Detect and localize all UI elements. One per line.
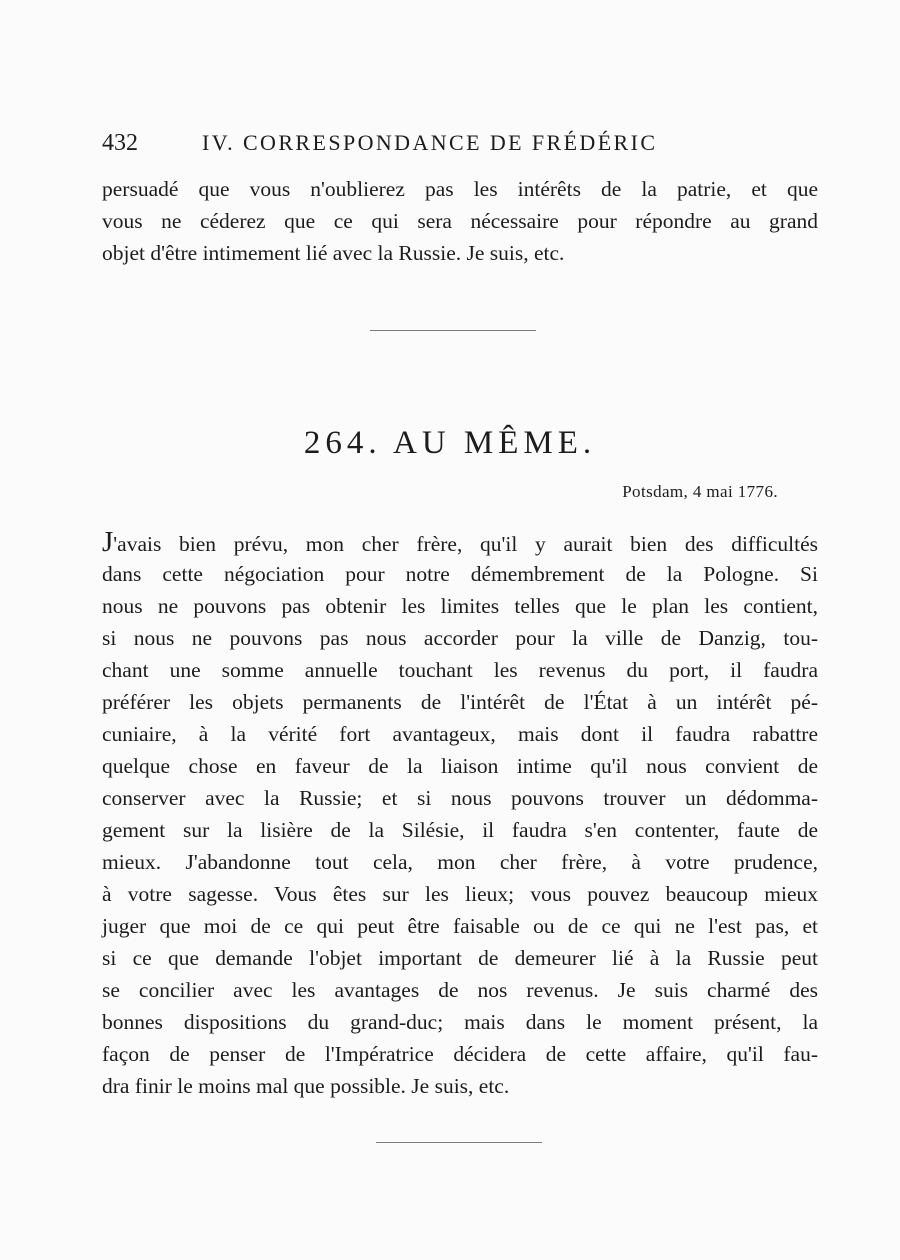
first-line-text: 'avais bien prévu, mon cher frère, qu'il y aurait bien des difficultés (113, 532, 818, 556)
letter-title: 264. AU MÊME. (303, 425, 597, 461)
text-line: gement sur la lisière de la Silésie, il faudra s'en contenter, faute de (102, 818, 818, 842)
text-line: conserver avec la Russie; et si nous pouvons trouver un dédomma- (102, 786, 818, 810)
text-line: bonnes dispositions du grand-duc; mais dans le moment présent, la (102, 1010, 818, 1034)
text-line: si ce que demande l'objet important de demeurer lié à la Russie peut (102, 946, 818, 970)
text-line: façon de penser de l'Impératrice décidera de cette affaire, qu'il fau- (102, 1042, 818, 1066)
text-line-first (102, 527, 818, 558)
text-line: à votre sagesse. Vous êtes sur les lieux; vous pouvez beaucoup mieux (102, 882, 818, 906)
running-head (102, 128, 722, 162)
letter-dateline: Potsdam, 4 mai 1776. (622, 482, 778, 501)
text-line: nous ne pouvons pas obtenir les limites telles que le plan les contient, (102, 594, 818, 618)
running-title: IV. CORRESPONDANCE DE FRÉDÉRIC (202, 130, 658, 155)
text-line: juger que moi de ce qui peut être faisable ou de ce qui ne l'est pas, et (102, 914, 818, 938)
text-line: objet d'être intimement lié avec la Russie. Je suis, etc. (102, 241, 565, 265)
section-divider (376, 1142, 542, 1143)
text-line: vous ne céderez que ce qui sera nécessaire pour répondre au grand (102, 209, 818, 233)
text-line: si nous ne pouvons pas nous accorder pour la ville de Danzig, tou- (102, 626, 818, 650)
text-line: préférer les objets permanents de l'intérêt de l'État à un intérêt pé- (102, 690, 818, 714)
section-divider (370, 330, 536, 331)
text-line: cuniaire, à la vérité fort avantageux, mais dont il faudra rabattre (102, 722, 818, 746)
text-line: persuadé que vous n'oublierez pas les intérêts de la patrie, et que (102, 177, 818, 201)
text-line: quelque chose en faveur de la liaison intime qu'il nous convient de (102, 754, 818, 778)
text-line: dans cette négociation pour notre démembrement de la Pologne. Si (102, 562, 818, 586)
text-line: dra finir le moins mal que possible. Je suis, etc. (102, 1074, 510, 1098)
text-line: mieux. J'abandonne tout cela, mon cher frère, à votre prudence, (102, 850, 818, 874)
text-line: chant une somme annuelle touchant les revenus du port, il faudra (102, 658, 818, 682)
page-number: 432 (102, 130, 138, 156)
text-line: se concilier avec les avantages de nos revenus. Je suis charmé des (102, 978, 818, 1002)
initial-letter: J (102, 526, 114, 558)
